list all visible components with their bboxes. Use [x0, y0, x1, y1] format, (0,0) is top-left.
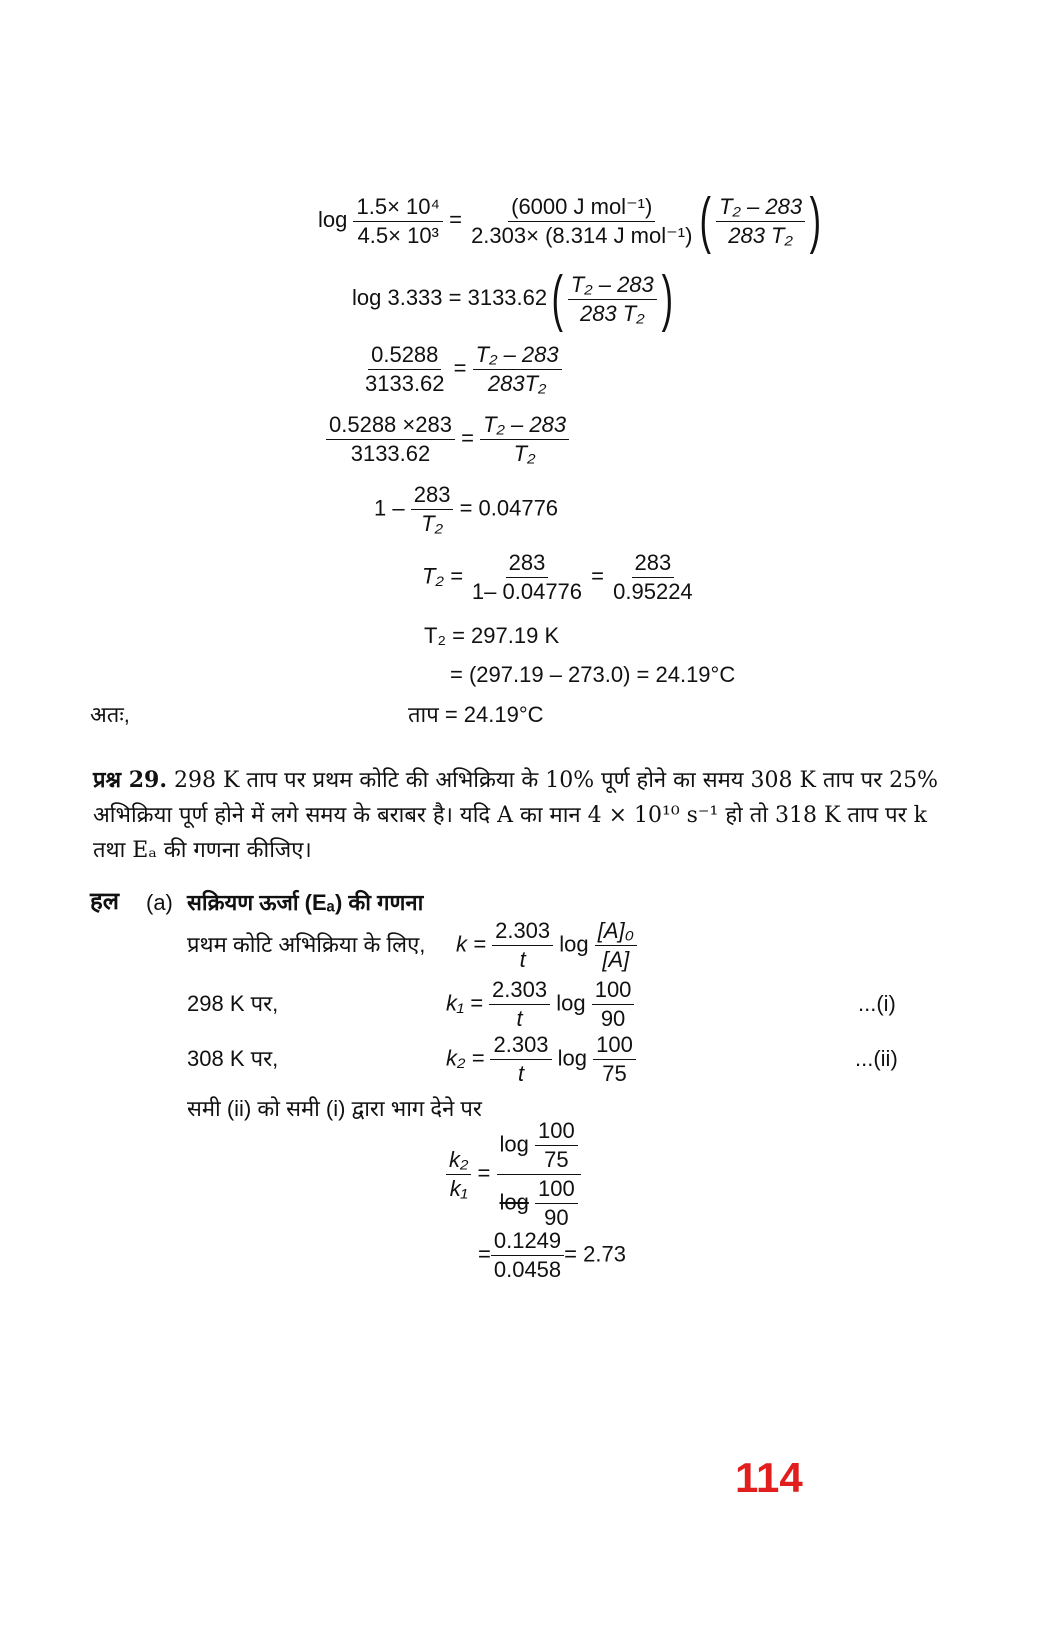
- solution-part: (a): [146, 890, 173, 915]
- fraction: $\frac{\text{T₂ – 283}}{\text{T₂}}$: [480, 414, 569, 465]
- fraction: $\frac{\text{1.5× 10⁴}}{\text{4.5× 10³}}$: [353, 196, 442, 247]
- fraction: $\frac{\text{T₂ – 283}}{\text{283T₂}}$: [473, 344, 562, 395]
- fraction: $\frac{2.303}{t}$: [490, 1034, 551, 1085]
- fraction: $\frac{2.303}{t}$: [492, 920, 553, 971]
- equation-tag-2: ...(ii): [855, 1046, 898, 1071]
- fraction: $\frac{283}{0.95224}$: [613, 550, 693, 604]
- solution-line-1-eq: k = $\frac{2.303}{t}$ log $\frac{\text{[A]₀}}{[A]}$: [456, 920, 637, 971]
- fraction: $\frac{100}{75}$: [593, 1034, 636, 1085]
- solution-line-2-text: 298 K पर,: [187, 991, 279, 1016]
- solution-line-2-eq: k₁ = $\frac{2.303}{t}$ log $\frac{100}{90}$: [446, 979, 634, 1030]
- page-number: 114: [735, 1454, 803, 1501]
- solution-label: हल: [90, 888, 120, 915]
- fraction: $\frac{\text{k₂}}{\text{k₁}}$: [446, 1149, 471, 1200]
- solution-line-4-text: समी (ii) को समी (i) द्वारा भाग देने पर: [187, 1096, 482, 1121]
- fraction: $\frac{0.1249}{0.0458}$: [491, 1230, 564, 1281]
- solution-heading: सक्रियण ऊर्जा (Eₐ) की गणना: [187, 890, 424, 915]
- solution-line-3-text: 308 K पर,: [187, 1046, 279, 1071]
- log-text: log: [318, 206, 348, 232]
- equation-tag-1: ...(i): [858, 991, 896, 1016]
- question-text: 298 K ताप पर प्रथम कोटि की अभिक्रिया के 10% पूर्ण होने का समय 308 K ताप पर 25% अभिक्रिया पूर्ण होने में लगे समय के बराबर है। यदि A का मान 4 × 10¹⁰ s⁻¹ हो तो 318 K ताप पर k तथा Eₐ की गणना कीजिए।: [93, 768, 939, 863]
- ratio-equation: $\frac{\text{k₂}}{\text{k₁}}$ = log $\frac{100}{75}$ log $\frac{100}{90}$: [446, 1120, 581, 1229]
- equation-3: $\frac{0.5288}{3133.62}$ = $\frac{\text{T₂ – 283}}{\text{283T₂}}$: [362, 344, 562, 395]
- hence-label: अतः,: [90, 702, 130, 727]
- equation-9: ताप = 24.19°C: [408, 702, 544, 727]
- question-label: प्रश्न 29.: [93, 767, 168, 793]
- fraction: $\frac{\text{(6000 J mol⁻¹)}}{\text{2.303× (8.314 J mol⁻¹)}}$: [471, 193, 693, 248]
- fraction: $\frac{\text{T₂ – 283}}{\text{283 T₂}}$: [568, 274, 657, 325]
- fraction: $\frac{100}{90}$: [592, 979, 635, 1030]
- fraction: $\frac{\text{[A]₀}}{[A]}$: [595, 920, 637, 971]
- fraction: $\frac{0.5288}{3133.62}$: [365, 342, 445, 396]
- fraction: $\frac{\text{T₂ – 283}}{\text{283 T₂}}$: [716, 196, 805, 247]
- equation-8: = (297.19 – 273.0) = 24.19°C: [450, 662, 736, 687]
- fraction: $\frac{283}{1- 0.04776}$: [471, 550, 583, 604]
- equation-5: 1 – $\frac{283}{\text{T₂}}$ = 0.04776: [374, 482, 559, 536]
- equation-7: T₂ = 297.19 K: [424, 623, 560, 648]
- fraction: log $\frac{100}{75}$ log $\frac{100}{90}$: [497, 1120, 581, 1229]
- equation-6: T₂ = $\frac{283}{1- 0.04776}$ = $\frac{283}{0.95224}$: [422, 552, 696, 603]
- question-29: [93, 763, 953, 868]
- solution-line-3-eq: k₂ = $\frac{2.303}{t}$ log $\frac{100}{75}$: [446, 1034, 636, 1085]
- equation-1: log $\frac{\text{1.5× 10⁴}}{\text{4.5× 10³}}$ = $\frac{\text{(6000 J mol⁻¹)}}{\text{2.303× (8.314 J mol⁻¹)}}$ ( $\frac{\text{T₂ – 283}}{\text{283 T₂}}$ ): [318, 186, 822, 255]
- equation-2: log 3.333 = 3133.62( $\frac{\text{T₂ – 283}}{\text{283 T₂}}$ ): [352, 264, 673, 333]
- fraction: $\frac{2.303}{t}$: [489, 979, 550, 1030]
- solution-line-1-text: प्रथम कोटि अभिक्रिया के लिए,: [187, 932, 426, 957]
- fraction: $\frac{283}{\text{T₂}}$: [411, 484, 454, 535]
- equation-4: $\frac{0.5288 \times 283}{3133.62}$ = $\frac{\text{T₂ – 283}}{\text{T₂}}$: [326, 414, 569, 465]
- final-equation: = $\frac{0.1249}{0.0458}$ = 2.73: [478, 1228, 626, 1282]
- fraction: $\frac{0.5288 \times 283}{3133.62}$: [326, 414, 455, 465]
